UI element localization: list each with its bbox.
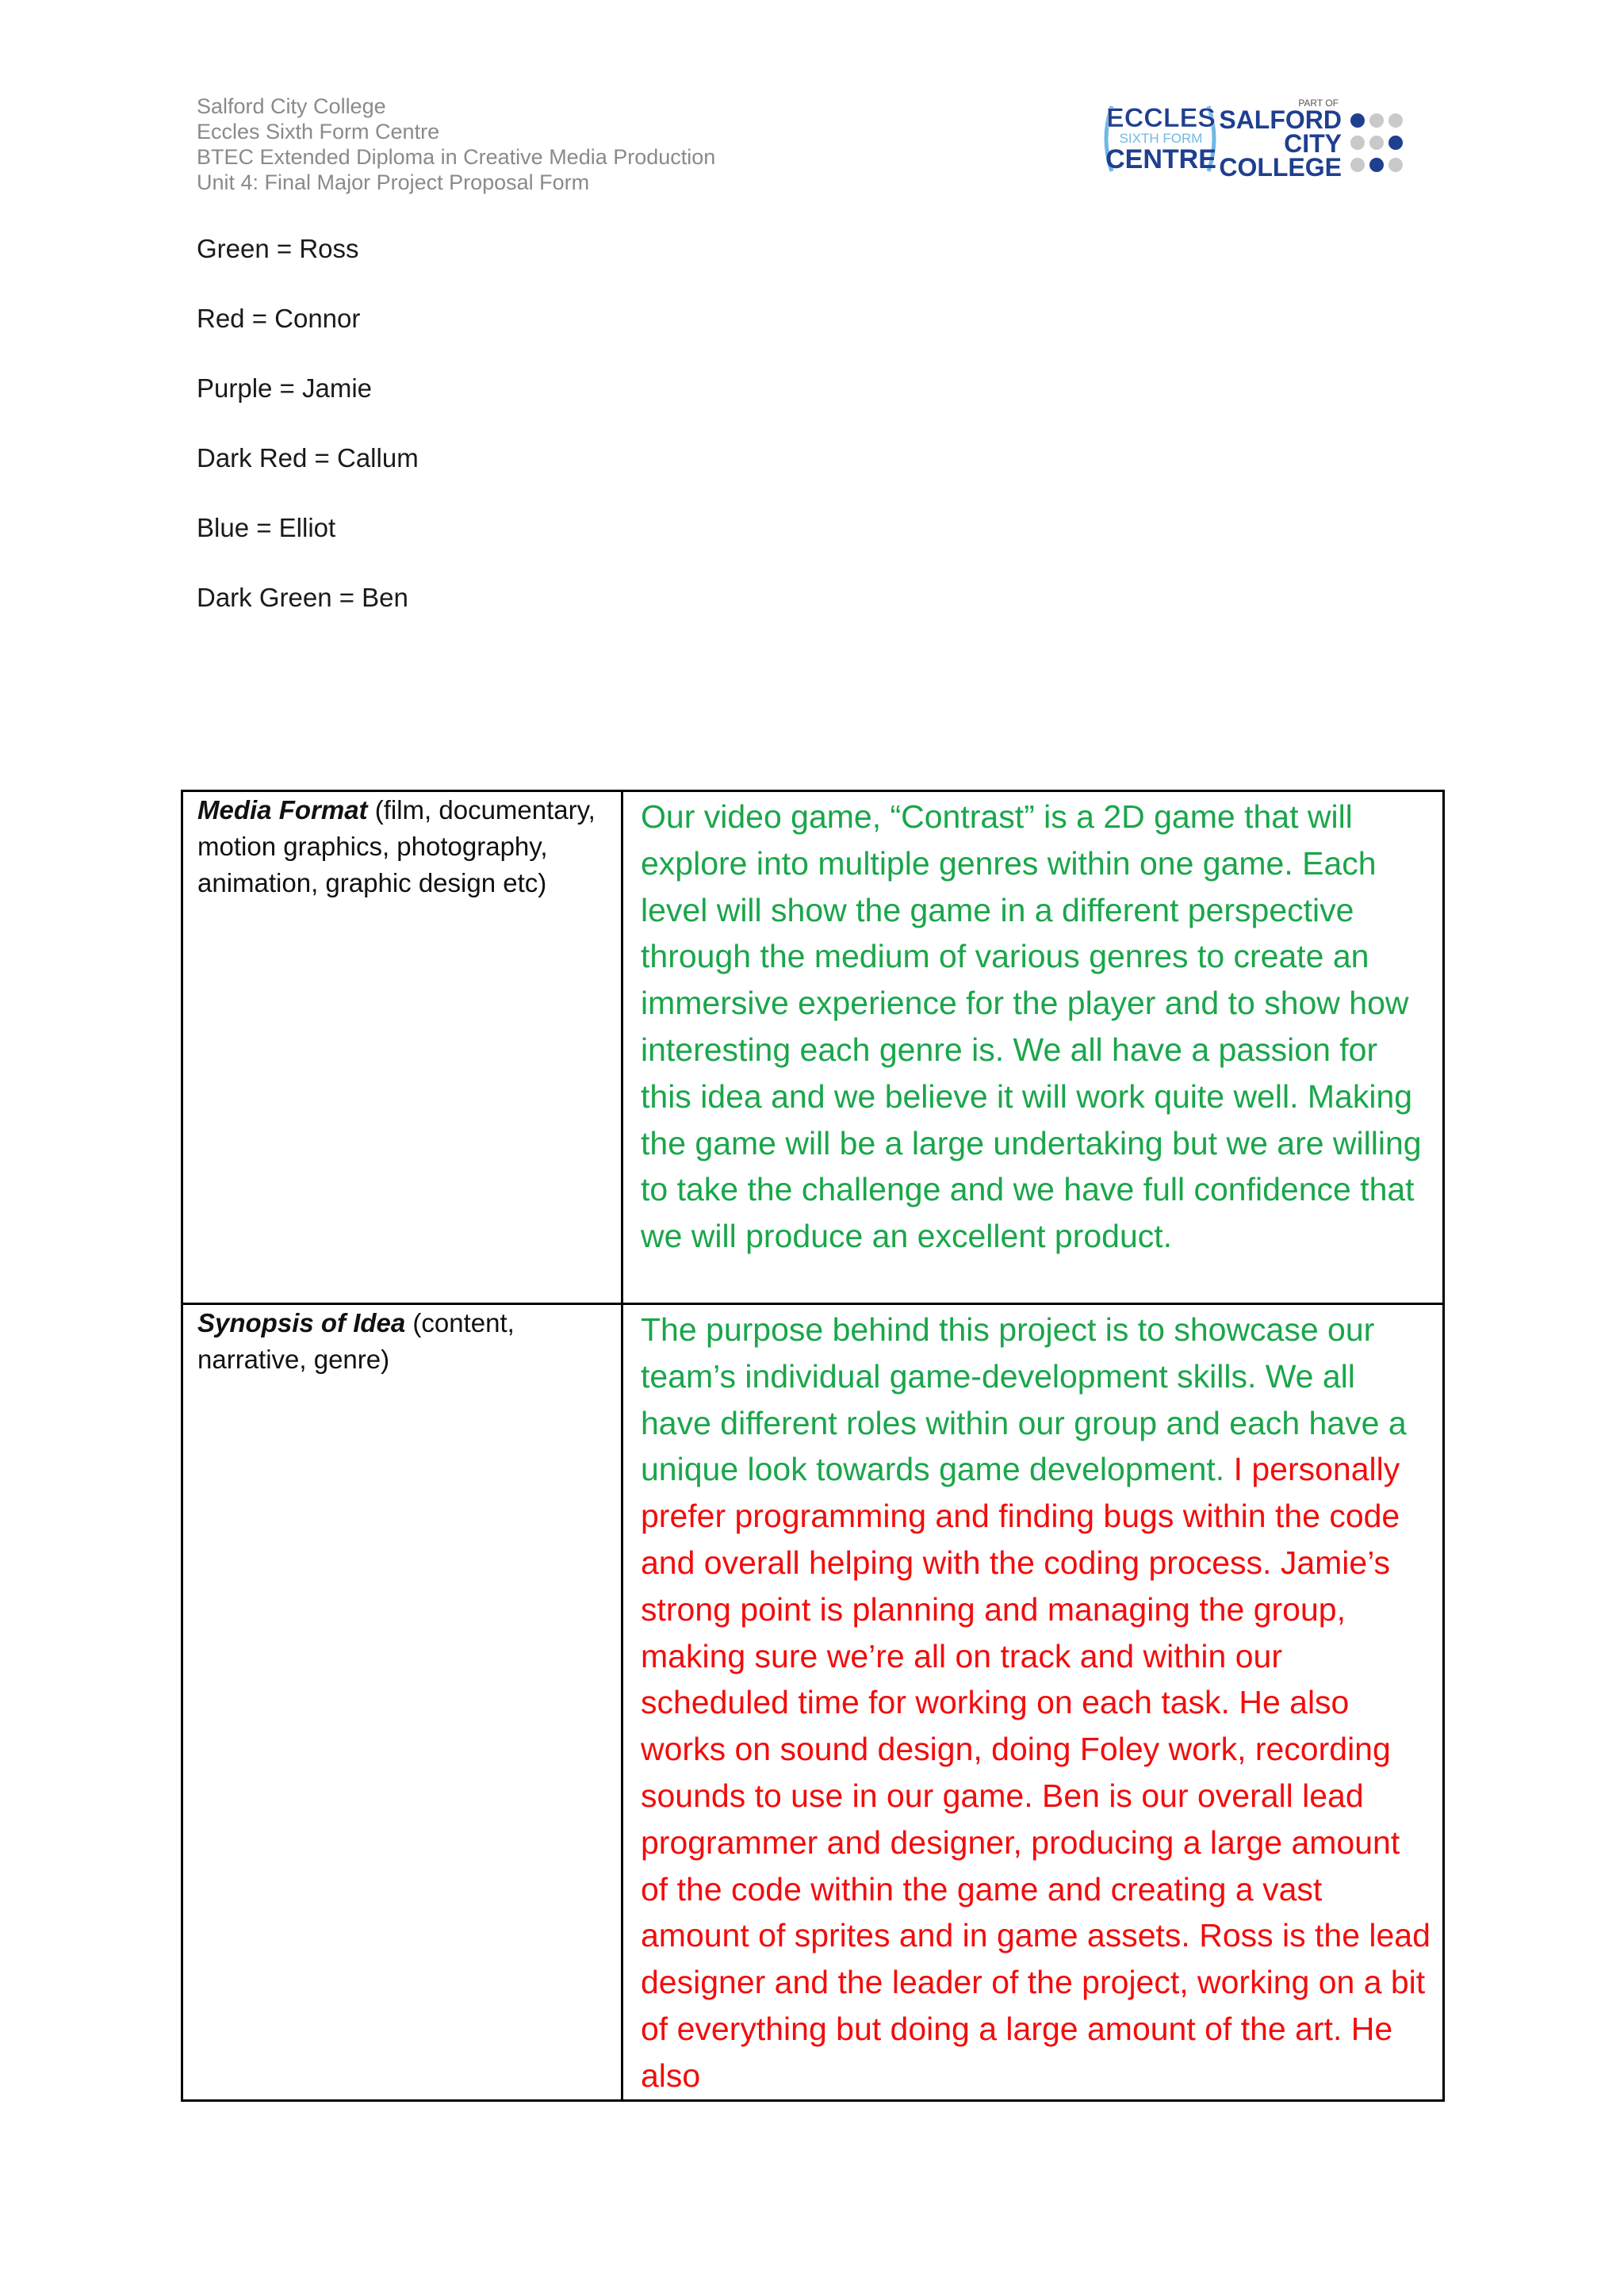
svg-text:SIXTH FORM: SIXTH FORM	[1119, 131, 1203, 146]
svg-text:SALFORD: SALFORD	[1219, 105, 1342, 134]
media-format-label: Media Format	[197, 795, 368, 825]
salford-city-college-logo	[1219, 94, 1434, 182]
synopsis-text-ross: The purpose behind this project is to showcase our team’s individual game-development skills. We all have different roles within our group and each have a unique look towards game development.	[641, 1311, 1407, 1488]
legend-item: Blue = Elliot	[197, 513, 336, 542]
media-format-text: Our video game, “Contrast” is a 2D game that will explore into multiple genres within one game. Each level will show the game in a different perspective through the medium of various genres to create an immersive experience for the player and to show how interesting each genre is. We all have a passion for this idea and we believe it will work quite well. Making the game will be a large undertaking but we are willing to take the challenge and we have full confidence that we will produce an excellent product.	[622, 791, 1444, 1304]
synopsis-label-detail: (content, narrative, genre)	[197, 1308, 515, 1374]
synopsis-text-connor: I personally prefer programming and finding bugs within the code and overall helping with the coding process. Jamie’s strong point is planning and managing the group, making sure we’re all on track and within our scheduled time for working on each task. He also works on sound design, doing Foley work, recording sounds to use in our game. Ben is our overall lead programmer and designer, producing a large amount of the code within the game and creating a vast amount of sprites and in game assets. Ross is the lead designer and the leader of the project, working on a bit of everything but doing a large amount of the art. He also	[641, 1451, 1431, 2094]
table-row-synopsis	[182, 1304, 1444, 2101]
synopsis-text-cell	[622, 1304, 1444, 2101]
media-format-label-cell	[182, 791, 622, 1304]
legend-item: Red = Connor	[197, 304, 361, 333]
svg-text:ECCLES: ECCLES	[1106, 103, 1216, 133]
legend-item: Dark Red = Callum	[197, 443, 419, 473]
svg-text:CENTRE: CENTRE	[1105, 144, 1216, 174]
logo-group	[1101, 87, 1434, 182]
synopsis-label-cell	[182, 1304, 622, 2101]
svg-text:CITY: CITY	[1284, 129, 1342, 158]
colour-legend	[197, 232, 419, 650]
legend-item: Green = Ross	[197, 234, 359, 263]
media-format-label-detail: (film, documentary, motion graphics, photography, animation, graphic design etc)	[197, 795, 596, 897]
table-row-media-format	[182, 791, 1444, 1304]
svg-text:COLLEGE: COLLEGE	[1219, 153, 1342, 182]
header-course: BTEC Extended Diploma in Creative Media Production	[197, 145, 716, 169]
synopsis-label: Synopsis of Idea	[197, 1308, 406, 1337]
salford-dots-icon	[1350, 113, 1403, 172]
header-centre: Eccles Sixth Form Centre	[197, 120, 440, 144]
proposal-table	[181, 790, 1445, 2102]
legend-item: Dark Green = Ben	[197, 583, 408, 612]
header-unit: Unit 4: Final Major Project Proposal Form	[197, 170, 590, 194]
eccles-centre-logo	[1101, 95, 1220, 182]
svg-text:PART OF: PART OF	[1298, 98, 1339, 109]
header-college: Salford City College	[197, 94, 386, 118]
document-header	[197, 94, 715, 195]
legend-item: Purple = Jamie	[197, 373, 373, 403]
